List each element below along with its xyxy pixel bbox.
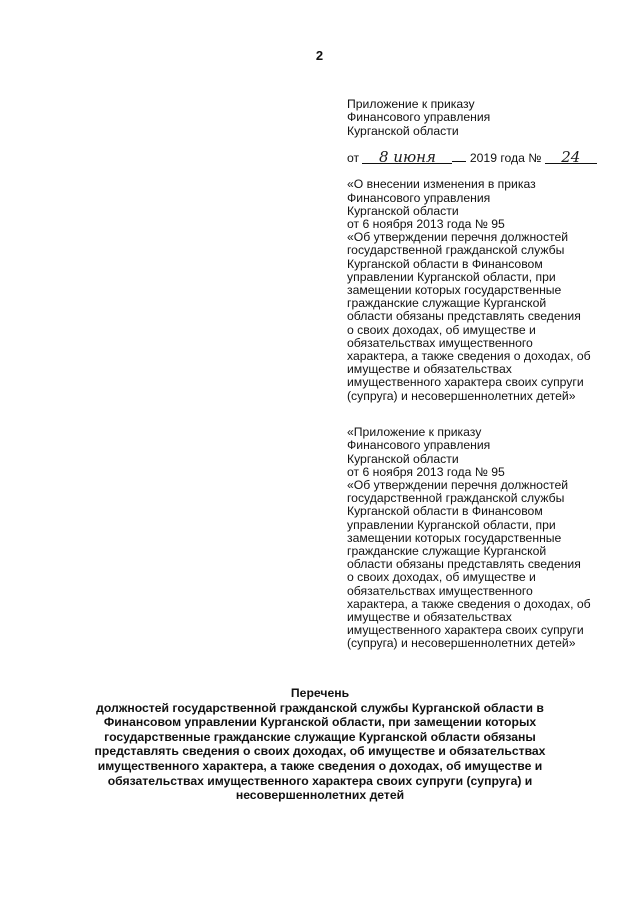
annex-header: Приложение к приказу Финансового управления Курганской области: [347, 97, 491, 138]
handwritten-order-date: 8 июня: [362, 151, 452, 164]
order-prefix: от: [347, 151, 360, 166]
annex-original-order: [347, 413, 617, 664]
order-year-text: 2019 года №: [469, 151, 542, 166]
date-underline-tail: [452, 161, 466, 162]
annex-original-text: «Приложение к приказу Финансового управления Курганской области от 6 ноября 2013 года № 95 «Об утверждении перечня должностей государственной гражданской службы Курганской области в Финансовом управлении Курганской области, при замещении которых государственные гражданские служащие Курганской области обязаны представлять сведения о своих доходах, об имуществе и обязательствах имущественного характера, а также сведения о доходах, об имуществе и обязательствах имущественного характера своих супруги (супруга) и несовершеннолетних детей»: [347, 425, 591, 651]
list-title-body: должностей государственной гражданской службы Курганской области в Финансовом управлении Курганской области, при замещении которых государственные гражданские служащие Курганской области обязаны представлять сведения о своих доходах, об имуществе и обязательствах имущественного характера, а также сведения о доходах, об имуществе и обязательствах имущественного характера своих супруги (супруга) и несовершеннолетних детей: [94, 700, 546, 803]
list-title-block: [60, 686, 580, 803]
page-number: 2: [315, 48, 324, 63]
order-date-line: [347, 148, 617, 167]
list-title-heading: Перечень: [290, 686, 350, 700]
handwritten-order-number: 24: [545, 151, 597, 164]
annex-current-order: [347, 85, 617, 416]
annex-amendment-text: «О внесении изменения в приказ Финансового управления Курганской области от 6 ноября 2013 года № 95 «Об утверждении перечня должностей государственной гражданской службы Курганской области в Финансовом управлении Курганской области, при замещении которых государственные гражданские служащие Курганской области обязаны представлять сведения о своих доходах, об имуществе и обязательствах имущественного характера, а также сведения о доходах, об имуществе и обязательствах имущественного характера своих супруги (супруга) и несовершеннолетних детей»: [347, 177, 591, 403]
